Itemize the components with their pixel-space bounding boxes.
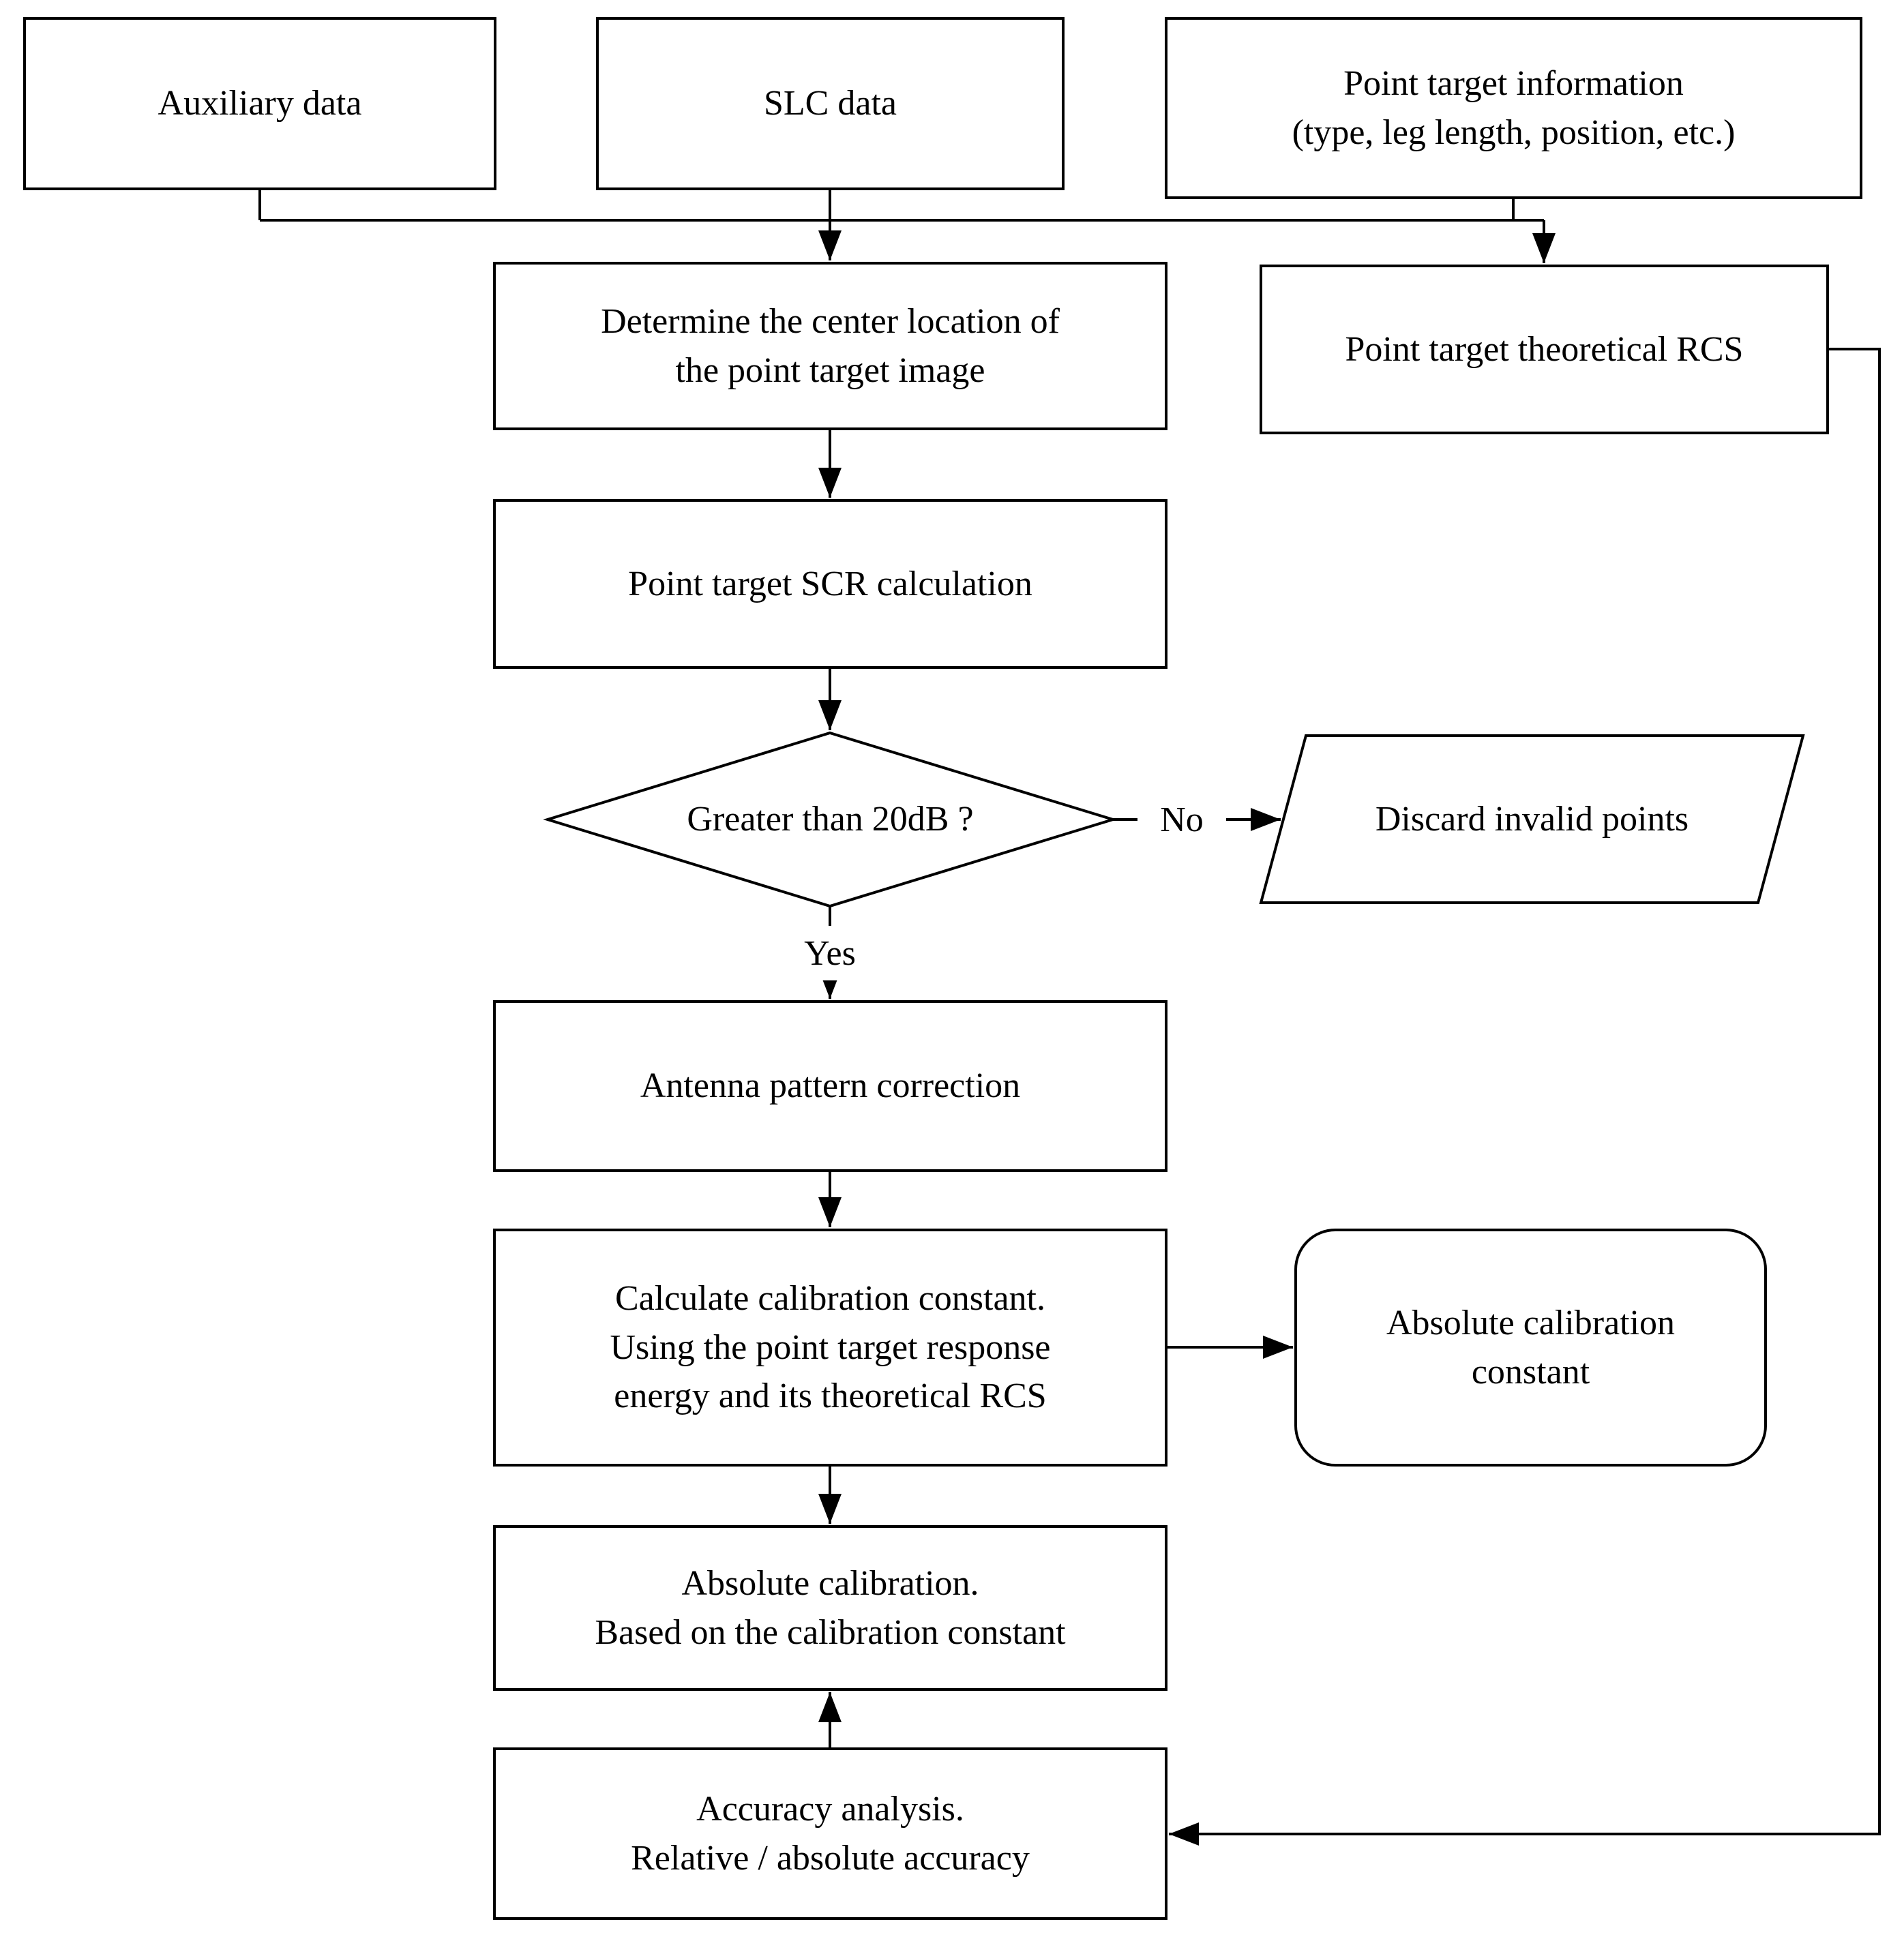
node-absolute-constant xyxy=(1296,1230,1766,1465)
node-scr-calculation-text: Point target SCR calculation xyxy=(628,564,1032,603)
node-antenna-correction-text: Antenna pattern correction xyxy=(640,1066,1021,1106)
node-determine-center xyxy=(494,263,1166,429)
node-decision-20db-text: Greater than 20dB ? xyxy=(687,800,974,839)
node-determine-center-line1: Determine the center location of xyxy=(601,301,1060,341)
node-determine-center-line2: the point target image xyxy=(675,350,985,390)
node-accuracy-analysis xyxy=(494,1749,1166,1919)
node-calc-constant-line1: Calculate calibration constant. xyxy=(615,1278,1045,1318)
node-auxiliary-data xyxy=(25,18,495,189)
node-absolute-calibration-line1: Absolute calibration. xyxy=(681,1563,979,1603)
node-theoretical-rcs-text: Point target theoretical RCS xyxy=(1345,329,1744,369)
node-theoretical-rcs xyxy=(1261,266,1828,433)
node-point-target-info xyxy=(1166,18,1861,198)
edge-label-no: No xyxy=(1137,793,1226,846)
node-absolute-calibration-line2: Based on the calibration constant xyxy=(595,1612,1066,1652)
node-decision-20db xyxy=(548,733,1113,906)
node-calc-constant-line2: Using the point target response xyxy=(610,1327,1051,1367)
node-point-target-info-line1: Point target information xyxy=(1343,63,1684,103)
node-absolute-constant-line2: constant xyxy=(1471,1352,1590,1392)
node-calc-constant-line3: energy and its theoretical RCS xyxy=(614,1377,1047,1416)
node-absolute-calibration xyxy=(494,1527,1166,1689)
node-discard-points xyxy=(1261,736,1803,903)
node-discard-points-text: Discard invalid points xyxy=(1375,799,1689,839)
node-slc-data xyxy=(597,18,1063,189)
node-accuracy-analysis-line1: Accuracy analysis. xyxy=(696,1789,964,1829)
node-antenna-correction xyxy=(494,1002,1166,1171)
node-point-target-info-line2: (type, leg length, position, etc.) xyxy=(1292,112,1736,152)
edge-label-yes: Yes xyxy=(776,926,884,980)
node-auxiliary-data-text: Auxiliary data xyxy=(158,84,362,123)
node-slc-data-text: SLC data xyxy=(764,84,897,123)
node-calc-constant xyxy=(494,1230,1166,1465)
node-absolute-constant-line1: Absolute calibration xyxy=(1386,1303,1676,1342)
node-scr-calculation xyxy=(494,500,1166,667)
node-accuracy-analysis-line2: Relative / absolute accuracy xyxy=(631,1838,1030,1878)
